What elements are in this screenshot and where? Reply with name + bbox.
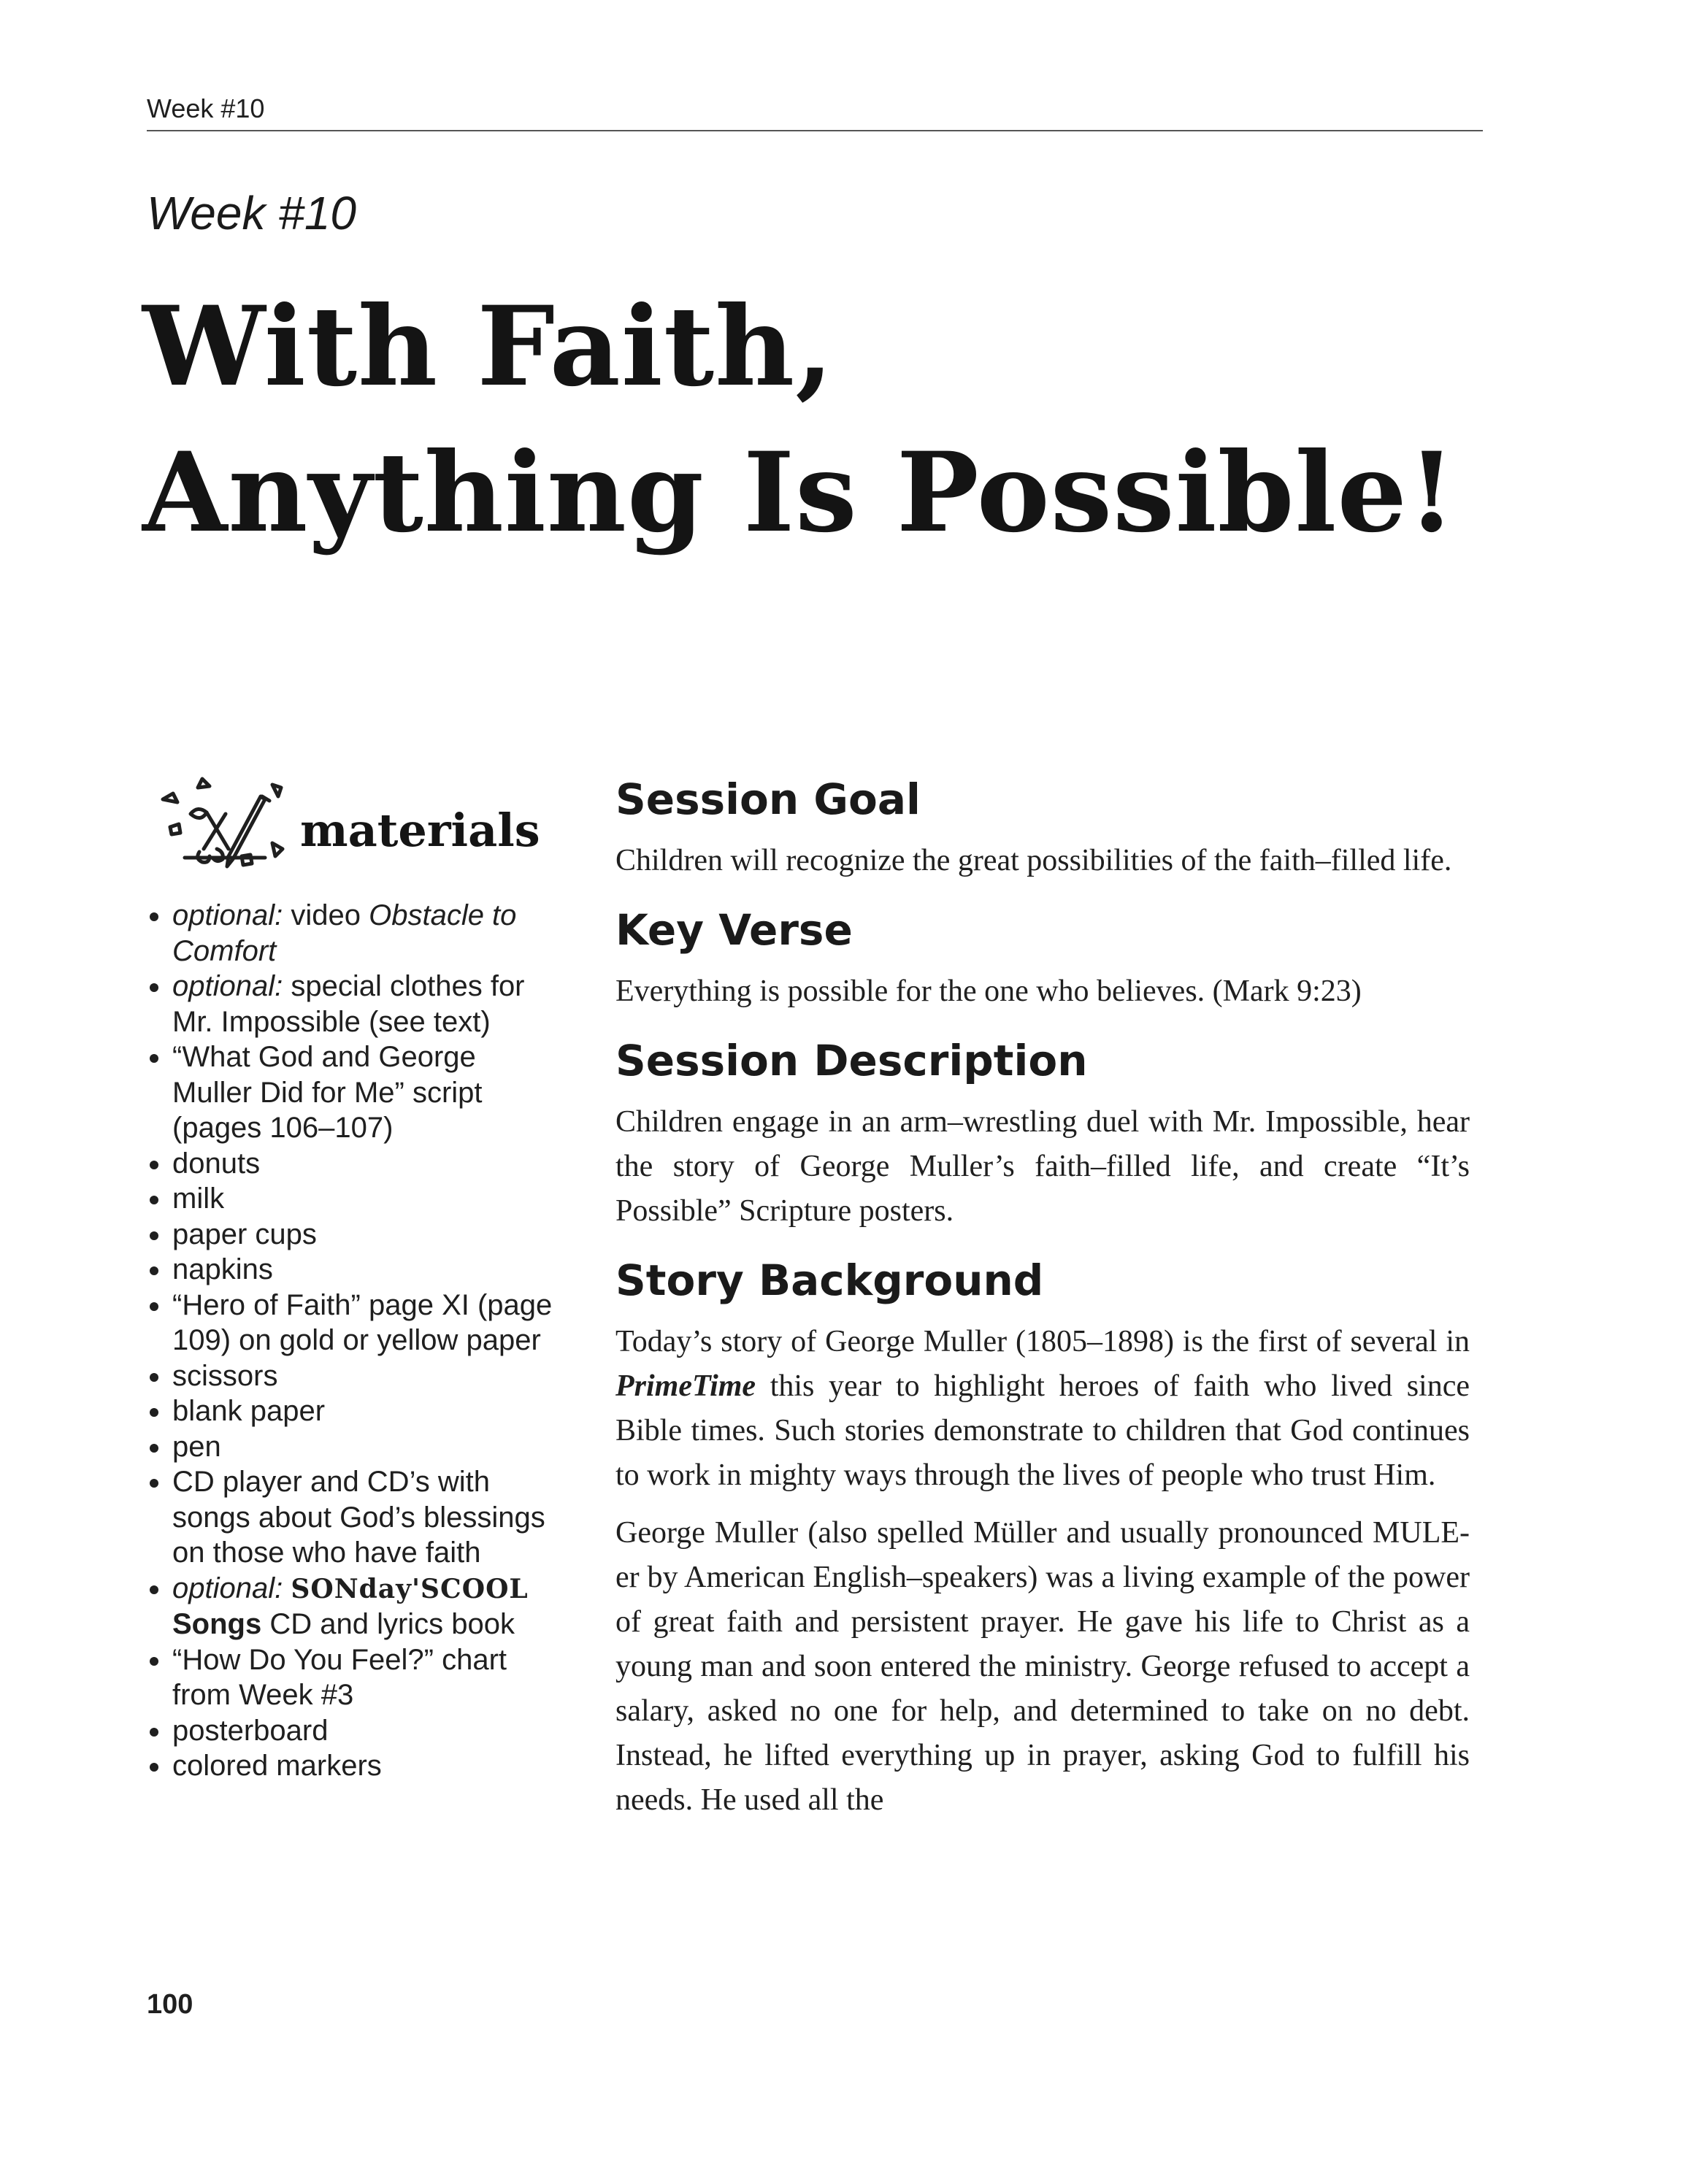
list-item: “How Do You Feel?” chart from Week #3 [147,1642,556,1713]
list-item: CD player and CD’s with songs about God’s blessings on those who have faith [147,1464,556,1571]
list-item: napkins [147,1252,556,1288]
list-item: “What God and George Muller Did for Me” script (pages 106–107) [147,1039,556,1146]
list-item: optional: SONday'SCOOL Songs CD and lyrics book [147,1571,556,1642]
key-verse-heading: Key Verse [615,905,853,955]
running-head: Week #10 [147,93,1483,131]
list-item: “Hero of Faith” page XI (page 109) on gold or yellow paper [147,1288,556,1358]
story-background-paragraph-2: George Muller (also spelled Müller and usually pronounced MULE-er by American English–speakers) was a living example of the power of great faith and persistent prayer. He gave his life to Christ as a young man and soon entered the ministry. George refused to accept a salary, asked no one for help, and determined to take on no debt. Instead, he lifted everything up in prayer, asking God to fulfill his needs. He used all the [615,1516,1470,1817]
materials-title: materials [300,804,540,857]
scissors-pencil-icon [156,770,294,872]
list-item: scissors [147,1358,556,1394]
session-goal-heading: Session Goal [615,774,921,824]
story-background-heading: Story Background [615,1256,1044,1305]
sonday-scool-brand: SONday'SCOOL [291,1573,529,1604]
list-item: milk [147,1181,556,1217]
key-verse-text: Everything is possible for the one who believes. (Mark 9:23) [615,974,1362,1008]
list-item: optional: video Obstacle to Comfort [147,898,556,969]
list-item: pen [147,1429,556,1465]
list-item: blank paper [147,1393,556,1429]
week-label: Week #10 [147,187,356,239]
materials-heading [156,770,540,872]
list-item: colored markers [147,1748,556,1784]
page-number: 100 [147,1989,193,2020]
list-item: paper cups [147,1217,556,1253]
materials-list [147,898,556,1784]
list-item: donuts [147,1146,556,1182]
page-title [142,274,1530,566]
title-line-1: With Faith, [142,282,835,411]
session-description-text: Children engage in an arm–wrestling duel with Mr. Impossible, hear the story of George Muller’s faith–filled life, and create “It’s Possible” Scripture posters. [615,1105,1470,1228]
session-description-heading: Session Description [615,1036,1088,1085]
session-content [615,770,1470,1840]
session-goal-text: Children will recognize the great possibilities of the faith–filled life. [615,844,1452,877]
list-item: optional: special clothes for Mr. Impossible (see text) [147,969,556,1039]
title-line-2: Anything Is Possible! [142,428,1457,557]
list-item: posterboard [147,1713,556,1749]
story-background-paragraph-1: Today’s story of George Muller (1805–1898) is the first of several in PrimeTime this year to highlight heroes of faith who lived since Bible times. Such stories demonstrate to children that God continues to work in mighty ways through the lives of people who trust Him. [615,1325,1470,1492]
